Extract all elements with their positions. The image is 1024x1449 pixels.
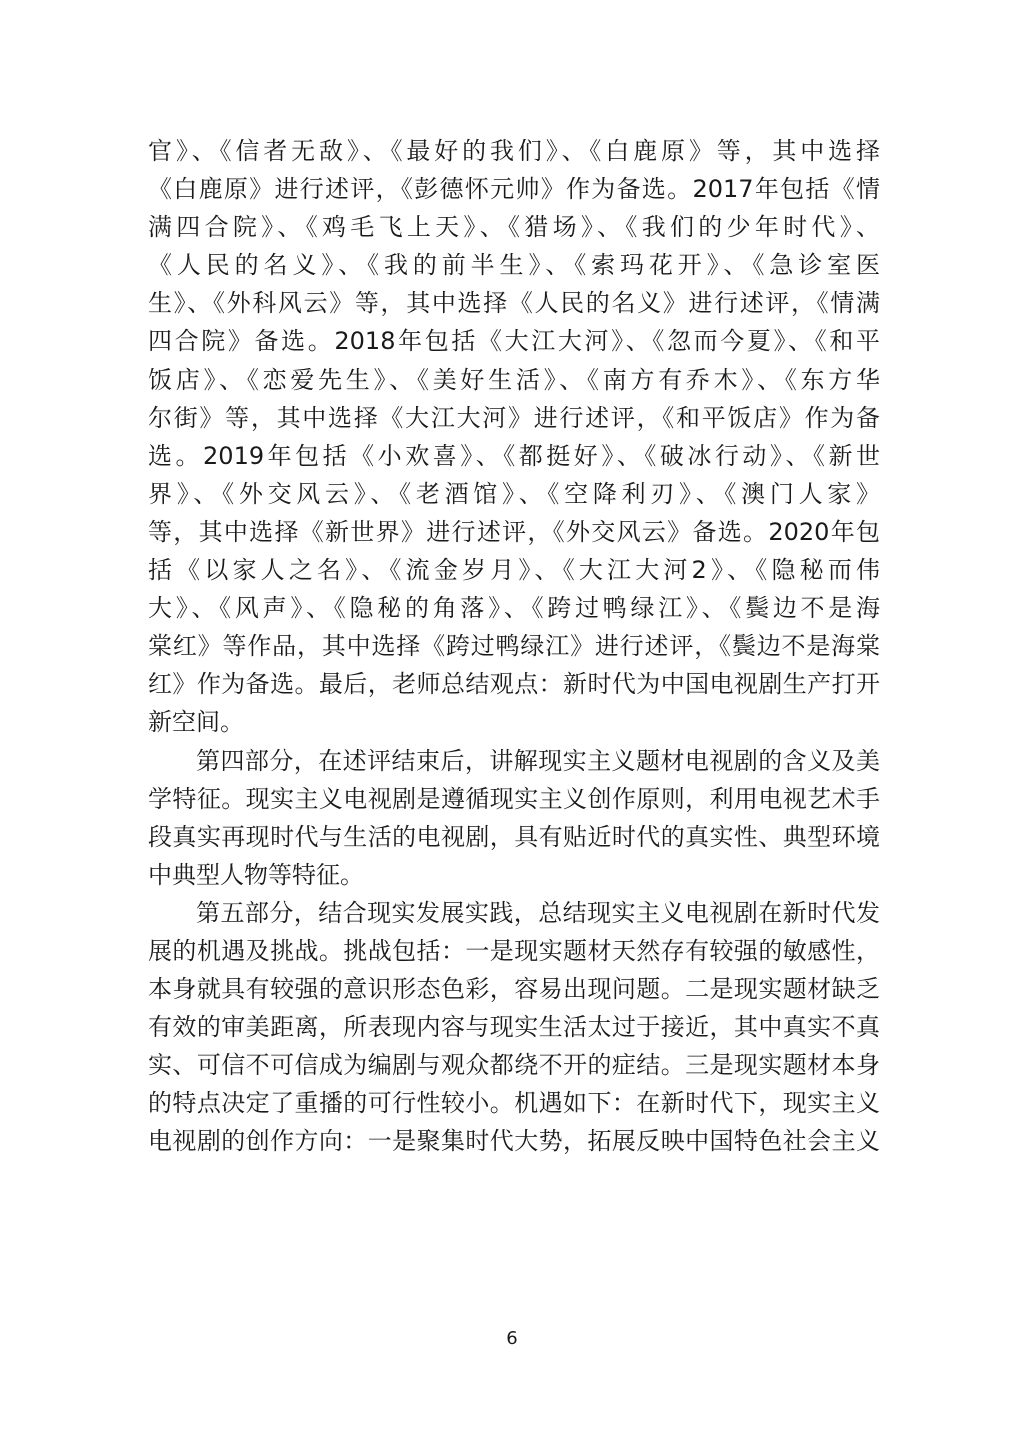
paragraph-first-line: 第四部分，在述评结束后，讲解现实主义题材电视剧的含义及美 [196, 746, 880, 775]
text-line: 展的机遇及挑战。挑战包括：一是现实题材天然存有较强的敏感性， [148, 936, 880, 965]
text-line: 的特点决定了重播的可行性较小。机遇如下：在新时代下，现实主义 [148, 1089, 880, 1118]
text-line: 新空间。 [148, 708, 244, 737]
body-text [148, 132, 880, 1161]
text-line: 学特征。现实主义电视剧是遵循现实主义创作原则，利用电视艺术手 [148, 784, 880, 813]
text-line: 大》、《风声》、《隐秘的角落》、《跨过鸭绿江》、《鬓边不是海 [148, 594, 880, 623]
text-line: 饭店》、《恋爱先生》、《美好生活》、《南方有乔木》、《东方华 [148, 365, 880, 394]
text-line: 棠红》等作品，其中选择《跨过鸭绿江》进行述评，《鬓边不是海棠 [148, 632, 880, 661]
text-line: 有效的审美距离，所表现内容与现实生活太过于接近，其中真实不真 [148, 1013, 880, 1042]
text-line: 等，其中选择《新世界》进行述评，《外交风云》备选。2020年包 [148, 517, 880, 546]
text-line: 界》、《外交风云》、《老酒馆》、《空降利刃》、《澳门人家》 [148, 479, 880, 508]
text-line: 电视剧的创作方向：一是聚集时代大势，拓展反映中国特色社会主义 [148, 1127, 880, 1156]
text-line: 实、可信不可信成为编剧与观众都绕不开的症结。三是现实题材本身 [148, 1051, 880, 1080]
text-line: 官》、《信者无敌》、《最好的我们》、《白鹿原》等，其中选择 [148, 137, 880, 165]
text-line: 满四合院》、《鸡毛飞上天》、《猎场》、《我们的少年时代》、 [148, 213, 880, 242]
text-line: 段真实再现时代与生活的电视剧，具有贴近时代的真实性、典型环境 [148, 822, 880, 851]
text-line: 本身就具有较强的意识形态色彩，容易出现问题。二是现实题材缺乏 [148, 975, 880, 1004]
text-line: 《白鹿原》进行述评，《彭德怀元帅》作为备选。2017年包括《情 [148, 175, 880, 204]
text-line: 生》、《外科风云》等，其中选择《人民的名义》进行述评，《情满 [148, 289, 880, 318]
text-line: 尔街》等，其中选择《大江大河》进行述评，《和平饭店》作为备 [148, 403, 880, 432]
text-line: 四合院》备选。2018年包括《大江大河》、《忽而今夏》、《和平 [148, 327, 880, 356]
text-line: 选。2019年包括《小欢喜》、《都挺好》、《破冰行动》、《新世 [148, 441, 880, 470]
text-line: 《人民的名义》、《我的前半生》、《索玛花开》、《急诊室医 [148, 251, 880, 280]
text-line: 中典型人物等特征。 [148, 860, 364, 889]
text-line: 红》作为备选。最后，老师总结观点：新时代为中国电视剧生产打开 [148, 670, 880, 699]
paragraph-first-line: 第五部分，结合现实发展实践，总结现实主义电视剧在新时代发 [196, 898, 880, 927]
page-number: 6 [506, 1328, 518, 1349]
text-line: 括《以家人之名》、《流金岁月》、《大江大河2》、《隐秘而伟 [148, 556, 880, 585]
